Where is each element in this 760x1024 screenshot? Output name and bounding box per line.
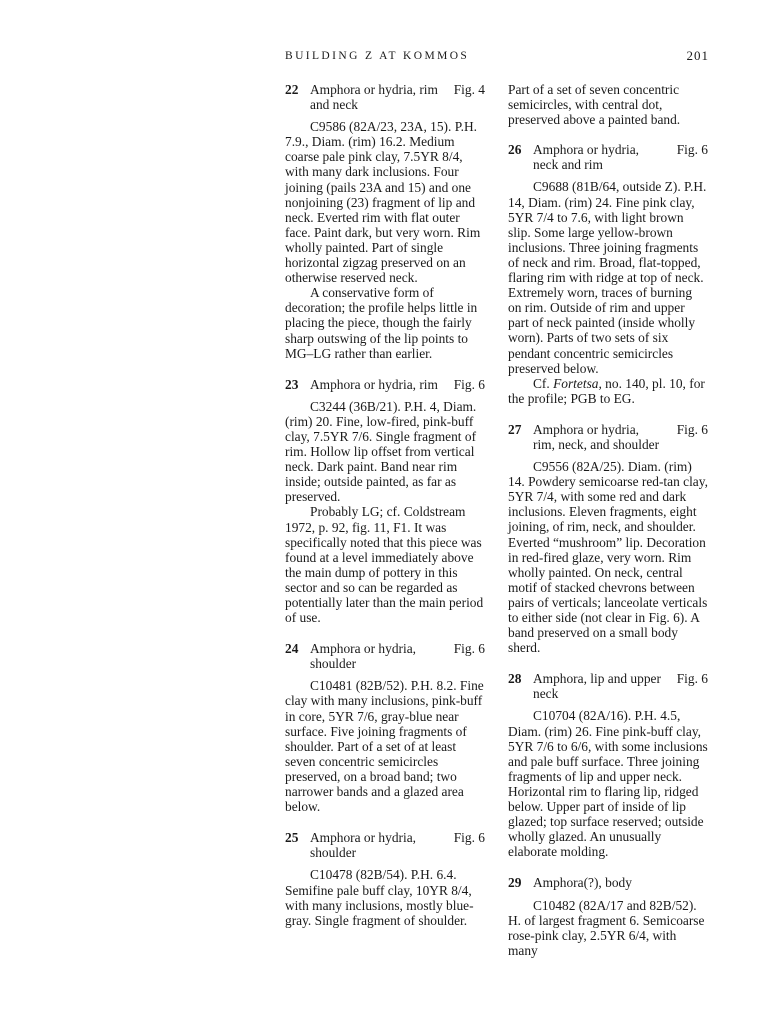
description-paragraph: C9556 (82A/25). Diam. (rim) 14. Powdery semicoarse red-tan clay, 5YR 7/4, with some red and dark inclusions. Eleven fragments, eight joining, of rim, neck, and shoulder. Everted “mushroom” lip. Decoration in red-fired glaze, very worn. Rim wholly painted. On neck, central motif of stacked chevrons between pairs of verticals; lanceolate verticals to either side (not clear in Fig. 6). A band preserved on a small body sherd. bbox=[508, 459, 708, 656]
cf-reference-title: Fortetsa, bbox=[553, 375, 602, 391]
left-column bbox=[285, 82, 485, 944]
figure-reference: Fig. 6 bbox=[453, 830, 485, 846]
description-paragraph: C10704 (82A/16). P.H. 4.5, Diam. (rim) 26. Fine pink-buff clay, 5YR 7/6 to 6/6, with some inclusions and pale buff surface. Three joining fragments of lip and upper neck. Horizontal rim to flaring lip, ridged below. Upper part of inside of lip glazed; top surface reserved; outside wholly glazed. An unusually elaborate molding. bbox=[508, 708, 708, 860]
catalog-entry-28 bbox=[508, 671, 708, 859]
figure-reference: Fig. 6 bbox=[453, 641, 485, 657]
entry-title: Amphora or hydria, shoulder bbox=[310, 830, 416, 861]
entry-body bbox=[285, 678, 485, 814]
catalog-entry-25 bbox=[285, 830, 485, 928]
entry-number: 29 bbox=[508, 875, 522, 891]
entry-title: Amphora, lip and upper neck bbox=[533, 671, 661, 702]
entry-number: 26 bbox=[508, 142, 522, 158]
figure-reference: Fig. 4 bbox=[453, 82, 485, 97]
entry-body bbox=[285, 867, 485, 927]
entry-number: 24 bbox=[285, 641, 299, 657]
catalog-entry-26 bbox=[508, 142, 708, 406]
entry-title: Amphora or hydria, shoulder bbox=[310, 641, 416, 672]
description-paragraph: C3244 (36B/21). P.H. 4, Diam. (rim) 20. Fine, low-fired, pink-buff clay, 7.5YR 7/6. Single fragment of rim. Hollow lip offset from vertical neck. Dark paint. Band near rim inside; outside painted, as far as preserved. bbox=[285, 398, 477, 505]
entry-number: 27 bbox=[508, 421, 522, 437]
figure-reference: Fig. 6 bbox=[676, 671, 708, 687]
entry-heading bbox=[508, 422, 708, 452]
entry-body bbox=[508, 459, 708, 655]
catalog-entry-23 bbox=[285, 377, 485, 626]
entry-title: Amphora or hydria, rim, neck, and shoulder bbox=[533, 421, 660, 452]
description-paragraph: C10481 (82B/52). P.H. 8.2. Fine clay with many inclusions, pink-buff in core, 5YR 7/6, gray-blue near surface. Five joining fragments of shoulder. Part of a set of at least seven concentric semicircles preserved, on a broad band; two narrower bands and a glazed area below. bbox=[285, 678, 484, 815]
description-paragraph: C10482 (82A/17 and 82B/52). H. of largest fragment 6. Semicoarse rose-pink clay, 2.5YR 6/4, with many bbox=[508, 897, 705, 958]
entry-title: Amphora or hydria, neck and rim bbox=[533, 142, 639, 173]
entry-heading bbox=[508, 671, 708, 701]
entry-title: Amphora(?), body bbox=[533, 875, 632, 891]
description-paragraph: C10478 (82B/54). P.H. 6.4. Semifine pale buff clay, 10YR 8/4, with many inclusions, mostly blue-gray. Single fragment of shoulder. bbox=[285, 867, 474, 928]
entry-body bbox=[285, 399, 485, 625]
entry-heading bbox=[508, 142, 708, 172]
entry-body bbox=[285, 119, 485, 361]
cf-prefix: Cf. bbox=[533, 375, 554, 391]
figure-reference: Fig. 6 bbox=[676, 421, 708, 437]
entry-heading bbox=[285, 82, 485, 112]
entry-body bbox=[508, 179, 708, 405]
entry-title: Amphora or hydria, rim bbox=[310, 376, 438, 392]
entry-body bbox=[508, 898, 708, 958]
entry-title: Amphora or hydria, rim and neck bbox=[310, 82, 438, 113]
catalog-entry-24 bbox=[285, 641, 485, 814]
figure-reference: Fig. 6 bbox=[453, 376, 485, 392]
right-column bbox=[508, 82, 708, 974]
entry-number: 23 bbox=[285, 376, 299, 392]
entry-number: 25 bbox=[285, 830, 299, 846]
entry-heading bbox=[285, 377, 485, 392]
figure-reference: Fig. 6 bbox=[676, 142, 708, 158]
commentary-paragraph: A conservative form of decoration; the profile helps little in placing the piece, though the fairly sharp outswing of the lip points to MG–LG rather than earlier. bbox=[285, 285, 478, 361]
entry-number: 28 bbox=[508, 671, 522, 687]
continued-text: Part of a set of seven concentric semicircles, with central dot, preserved above a painted band. bbox=[508, 82, 681, 128]
description-paragraph: C9586 (82A/23, 23A, 15). P.H. 7.9., Diam. (rim) 16.2. Medium coarse pale pink clay, 7.5YR 8/4, with many dark inclusions. Four joining (pails 23A and 15) and one nonjoining (23) fragment of lip and neck. Everted rim with flat outer face. Paint dark, but very worn. Rim wholly painted. Part of single horizontal zigzag preserved on an otherwise reserved neck. bbox=[285, 119, 481, 286]
entry-heading bbox=[508, 875, 708, 890]
catalog-entry-22 bbox=[285, 82, 485, 361]
catalog-entry-29 bbox=[508, 875, 708, 957]
commentary-paragraph bbox=[508, 376, 708, 406]
entry-heading bbox=[285, 830, 485, 860]
catalog-entry-27 bbox=[508, 422, 708, 655]
commentary-paragraph: Probably LG; cf. Coldstream 1972, p. 92, fig. 11, F1. It was specifically noted that this piece was found at a level immediately above the main dump of pottery in this sector and so can be regarded as potentially later than the main period of use. bbox=[285, 504, 484, 626]
entry-number: 22 bbox=[285, 82, 299, 97]
entry-heading bbox=[285, 641, 485, 671]
page-number: 201 bbox=[686, 48, 709, 63]
entry-body bbox=[508, 708, 708, 859]
cf-suffix: no. 140, pl. 10, for the profile; PGB to EG. bbox=[508, 375, 705, 406]
running-head: BUILDING Z AT KOMMOS bbox=[285, 50, 470, 62]
description-paragraph: C9688 (81B/64, outside Z). P.H. 14, Diam. (rim) 24. Fine pink clay, 5YR 7/4 to 7.6, with light brown slip. Some large yellow-brown inclusions. Three joining fragments of neck and rim. Broad, flat-topped, flaring rim with ridge at top of neck. Extremely worn, traces of burning on rim. Outside of rim and upper part of neck painted (inside wholly worn). Parts of two sets of six pendant concentric semicircles preserved below. bbox=[508, 179, 707, 376]
